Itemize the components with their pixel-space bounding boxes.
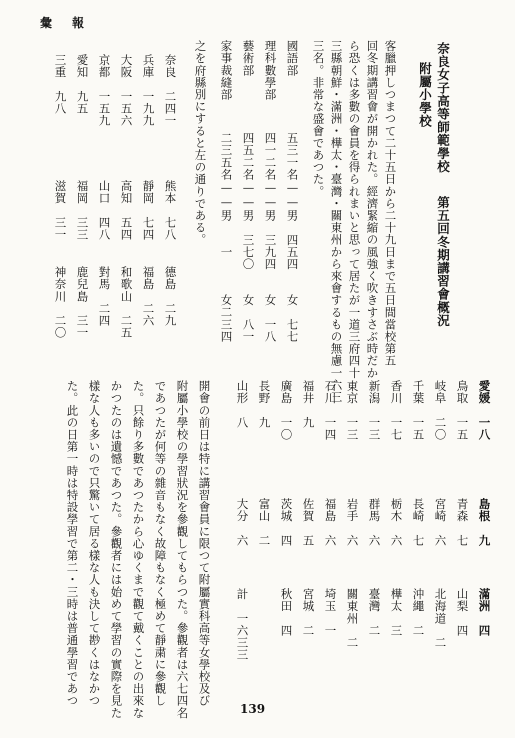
article-title-line-1: 奈良女子高等師範學校 xyxy=(435,42,451,173)
body-paragraph-line: であつたが何等の雜音もなく故障もなく極めて靜粛に參觀し xyxy=(153,380,168,707)
prefecture-entry: 德島 二九 xyxy=(163,266,178,327)
prefecture-entry: 兵庫 一九九 xyxy=(141,54,156,127)
stats-dept-sub: 女二三四 xyxy=(219,294,234,343)
stats-dept-name: 國語部 xyxy=(285,40,300,77)
prefecture-entry: 關東州 二 xyxy=(345,588,360,649)
page-number: 139 xyxy=(240,702,266,716)
body-paragraph-line: かつたのは遺憾であつた。參觀者には始めて學習の實際を見た xyxy=(109,380,124,719)
stats-dept-value: 五三一名——男 四五四 xyxy=(285,132,300,271)
article-title-line-2: 附屬小學校 xyxy=(417,62,433,128)
prefecture-entry: 鳥取 一五 xyxy=(455,380,470,441)
prefecture-entry: 鹿兒島 三一 xyxy=(75,266,90,339)
prefecture-entry: 島根 九 xyxy=(477,498,492,547)
prefecture-entry: 神奈川 二〇 xyxy=(53,266,68,339)
stats-dept-name: 藝術部 xyxy=(241,40,256,77)
stats-dept-value: 四五二名——男 三七〇 xyxy=(241,132,256,271)
intro-paragraph-line: 三縣朝鮮・滿洲・樺太・臺灣・關東州から來會するもの無慮一六三 xyxy=(329,40,344,403)
prefecture-total: 計 一六三三 xyxy=(235,588,250,661)
stats-dept-value: 四一二名——男 三九四 xyxy=(263,132,278,271)
prefecture-entry: 宮崎 六 xyxy=(433,498,448,547)
prefecture-entry: 群馬 六 xyxy=(367,498,382,547)
body-paragraph-line: 附屬小學校の學習狀況を參觀してもらつた。參觀者は六七四名 xyxy=(175,380,190,719)
prefecture-entry: 青森 七 xyxy=(455,498,470,547)
prefecture-entry: 三重 九八 xyxy=(53,54,68,115)
prefecture-entry: 千葉 一五 xyxy=(411,380,426,441)
prefecture-entry: 埼玉 一 xyxy=(323,588,338,637)
prefecture-entry: 奈良 二四一 xyxy=(163,54,178,127)
stats-dept-sub: 女 七七 xyxy=(285,294,300,343)
body-paragraph-line: 樣な人も多いので只驚いて居る樣な人も決して尠くはなかつ xyxy=(87,380,102,707)
prefecture-entry: 滿洲 四 xyxy=(477,588,492,637)
prefecture-entry: 和歌山 二五 xyxy=(119,266,134,339)
prefecture-entry: 茨城 四 xyxy=(279,498,294,547)
prefecture-entry: 熊本 七八 xyxy=(163,180,178,241)
stats-dept-sub: 女 一八 xyxy=(263,294,278,343)
prefecture-entry: 靜岡 七四 xyxy=(141,180,156,241)
stats-dept-value: 二三五名——男 一 xyxy=(219,132,234,258)
body-paragraph-line: た。此の日第一時は特設學習で第二・三時は普通學習であつ xyxy=(65,380,80,707)
prefecture-entry: 宮城 二 xyxy=(301,588,316,637)
prefecture-entry: 大分 六 xyxy=(235,498,250,547)
prefecture-entry: 山形 八 xyxy=(235,380,250,429)
prefecture-entry: 秋田 四 xyxy=(279,588,294,637)
prefecture-entry: 福岡 三三 xyxy=(75,180,90,241)
prefecture-entry: 佐賀 五 xyxy=(301,498,316,547)
prefecture-entry: 長野 九 xyxy=(257,380,272,429)
closing-line: 之を府縣別にすると左の通りである。 xyxy=(193,40,208,246)
prefecture-entry: 高知 五四 xyxy=(119,180,134,241)
prefecture-entry: 東京 一三 xyxy=(345,380,360,441)
intro-paragraph-line: 回冬期講習會が開かれた。經濟緊縮の風強く吹きすさぶ時だか xyxy=(365,40,380,379)
prefecture-entry: 福井 九 xyxy=(301,380,316,429)
prefecture-entry: 山口 四八 xyxy=(97,180,112,241)
prefecture-entry: 愛媛 一八 xyxy=(477,380,492,441)
section-header: 彙 報 xyxy=(40,16,89,30)
article-subtitle: 第五回冬期講習會概況 xyxy=(435,196,451,327)
intro-paragraph-line: 三名。非常な盛會であつた。 xyxy=(311,40,326,198)
body-paragraph-line: た。只餘り多數であつたから心ゆくまで觀て戴くことの出來な xyxy=(131,380,146,719)
prefecture-entry: 栃木 六 xyxy=(389,498,404,547)
prefecture-entry: 臺灣 二 xyxy=(367,588,382,637)
prefecture-entry: 福島 二六 xyxy=(141,266,156,327)
stats-dept-name: 家事裁縫部 xyxy=(219,40,234,101)
prefecture-entry: 京都 一五九 xyxy=(97,54,112,127)
prefecture-entry: 廣島 一〇 xyxy=(279,380,294,441)
stats-dept-name: 理科數學部 xyxy=(263,40,278,101)
prefecture-entry: 岐阜 二〇 xyxy=(433,380,448,441)
prefecture-entry: 新潟 一三 xyxy=(367,380,382,441)
prefecture-entry: 富山 二 xyxy=(257,498,272,547)
body-paragraph-line: 開會の前日は特に講習會員に限つて附屬實科高等女學校及び xyxy=(197,380,212,707)
prefecture-entry: 福島 六 xyxy=(323,498,338,547)
prefecture-entry: 石川 一四 xyxy=(323,380,338,441)
prefecture-entry: 樺太 三 xyxy=(389,588,404,637)
stats-dept-sub: 女 八一 xyxy=(241,294,256,343)
intro-paragraph-line: ら恐くは多數の會員を得られまいと思って居たが一道三府四十 xyxy=(347,40,362,379)
prefecture-entry: 北海道 二 xyxy=(433,588,448,649)
prefecture-entry: 長崎 七 xyxy=(411,498,426,547)
prefecture-entry: 山梨 四 xyxy=(455,588,470,637)
prefecture-entry: 沖繩 二 xyxy=(411,588,426,637)
prefecture-entry: 岩手 六 xyxy=(345,498,360,547)
prefecture-entry: 對馬 二四 xyxy=(97,266,112,327)
prefecture-entry: 香川 一七 xyxy=(389,380,404,441)
prefecture-entry: 滋賀 三一 xyxy=(53,180,68,241)
prefecture-entry: 大阪 一五六 xyxy=(119,54,134,127)
prefecture-entry: 愛知 九五 xyxy=(75,54,90,115)
intro-paragraph-line: 客臘押しつまつて二十五日から二十九日まで五日間當校第五 xyxy=(383,40,398,367)
